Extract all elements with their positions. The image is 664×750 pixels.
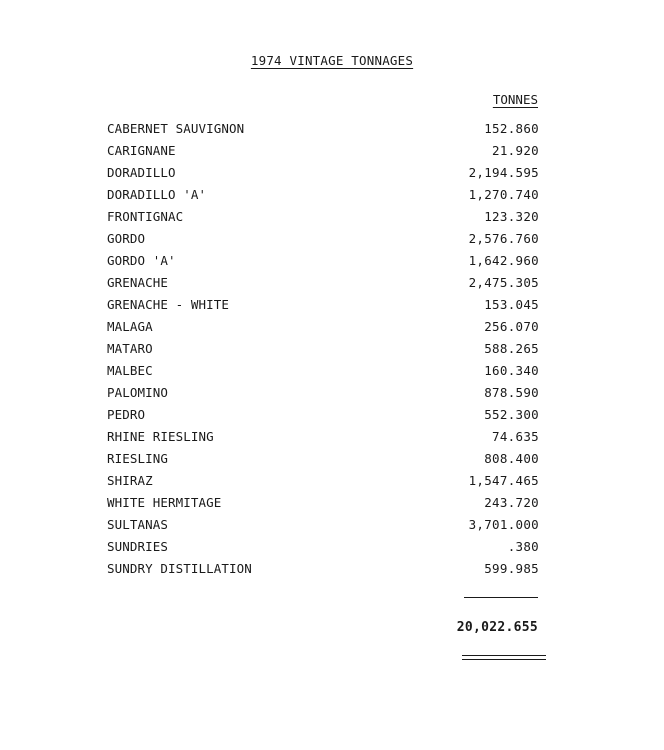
tonnes-value: 599.985 [484,561,539,576]
tonnes-value: .380 [507,539,539,554]
table-row [107,230,539,252]
tonnes-value: 243.720 [484,495,539,510]
page-title: 1974 VINTAGE TONNAGES [250,53,414,68]
table-row [107,186,539,208]
variety-name: DORADILLO 'A' [107,187,207,202]
table-row [107,494,539,516]
table-row [107,340,539,362]
table-row [107,142,539,164]
variety-name: WHITE HERMITAGE [107,495,222,510]
table-row [107,538,539,560]
table-row [107,450,539,472]
table-row [107,164,539,186]
table-row [107,428,539,450]
tonnes-value: 74.635 [492,429,539,444]
tonnes-value: 21.920 [492,143,539,158]
table-row [107,274,539,296]
variety-name: SUNDRIES [107,539,169,554]
tonnes-value: 152.860 [484,121,539,136]
tonnes-value: 1,547.465 [468,473,539,488]
tonnes-value: 153.045 [484,297,539,312]
variety-name: GRENACHE [107,275,169,290]
total-double-rule-upper [462,655,546,656]
variety-name: RHINE RIESLING [107,429,214,444]
variety-name: SUNDRY DISTILLATION [107,561,252,576]
table-row [107,120,539,142]
table-row [107,296,539,318]
variety-name: MALBEC [107,363,153,378]
tonnes-value: 808.400 [484,451,539,466]
variety-name: MALAGA [107,319,153,334]
variety-name: GORDO 'A' [107,253,176,268]
tonnage-table [107,120,539,582]
variety-name: SULTANAS [107,517,169,532]
tonnes-value: 2,194.595 [468,165,539,180]
tonnes-value: 2,475.305 [468,275,539,290]
table-row [107,318,539,340]
table-row [107,406,539,428]
tonnes-value: 256.070 [484,319,539,334]
table-row [107,384,539,406]
table-row [107,472,539,494]
table-row [107,516,539,538]
table-row [107,208,539,230]
tonnes-value: 160.340 [484,363,539,378]
variety-name: CABERNET SAUVIGNON [107,121,245,136]
tonnes-value: 552.300 [484,407,539,422]
tonnes-value: 1,270.740 [468,187,539,202]
tonnes-column-header: TONNES [492,92,538,107]
table-row [107,560,539,582]
subtotal-rule [464,597,538,598]
tonnes-value: 3,701.000 [468,517,539,532]
variety-name: FRONTIGNAC [107,209,184,224]
total-tonnes: 20,022.655 [456,620,538,635]
variety-name: PEDRO [107,407,146,422]
variety-name: GRENACHE - WHITE [107,297,230,312]
variety-name: CARIGNANE [107,143,176,158]
variety-name: PALOMINO [107,385,169,400]
variety-name: SHIRAZ [107,473,153,488]
table-row [107,252,539,274]
tonnes-value: 878.590 [484,385,539,400]
tonnes-value: 123.320 [484,209,539,224]
tonnes-value: 1,642.960 [468,253,539,268]
variety-name: DORADILLO [107,165,176,180]
variety-name: GORDO [107,231,146,246]
tonnes-value: 588.265 [484,341,539,356]
total-double-rule-lower [462,659,546,660]
variety-name: MATARO [107,341,153,356]
variety-name: RIESLING [107,451,169,466]
table-row [107,362,539,384]
tonnes-value: 2,576.760 [468,231,539,246]
